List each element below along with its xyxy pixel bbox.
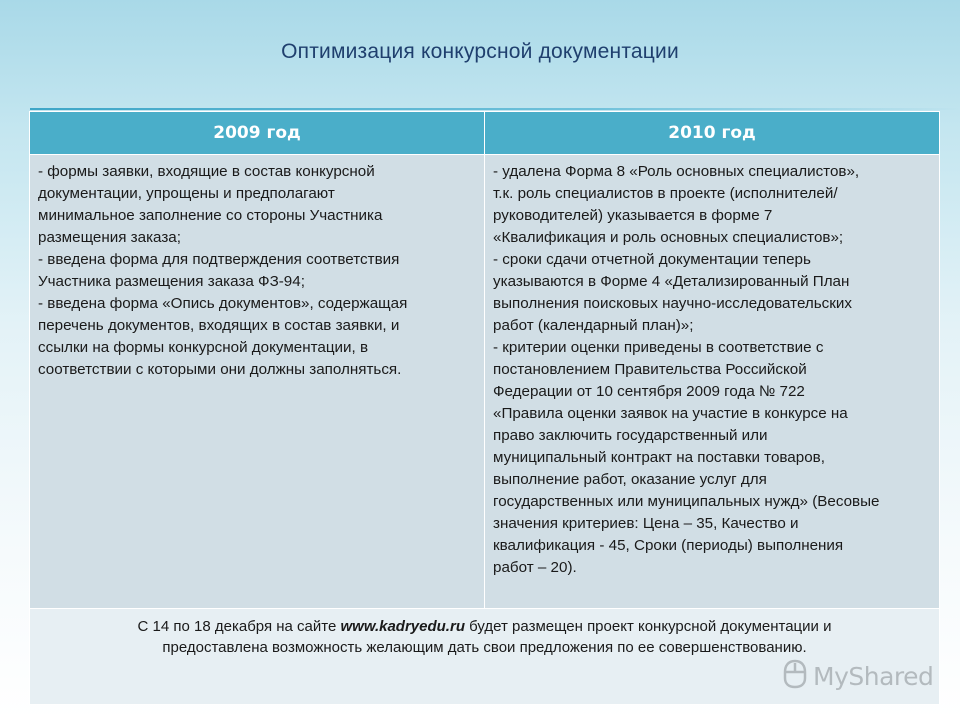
text-line: выполнения поисковых научно-исследовательских (493, 295, 852, 312)
text-line: «Квалификация и роль основных специалистов»; (493, 229, 844, 246)
header-2009: 2009 год (30, 112, 485, 155)
text-line: постановлением Правительства Российской (493, 361, 807, 378)
text-line: государственных или муниципальных нужд» (Весовые (493, 493, 880, 510)
text-line: значения критериев: Цена – 35, Качество и (493, 515, 799, 532)
text-line: ссылки на формы конкурсной документации, в (38, 339, 369, 356)
text-line: - сроки сдачи отчетной документации теперь (493, 251, 811, 268)
footer-prefix: С 14 по 18 декабря на сайте (137, 618, 341, 635)
text-line: Федерации от 10 сентября 2009 года № 722 (493, 383, 805, 400)
text-line: перечень документов, входящих в состав заявки, и (38, 317, 400, 334)
text-line: работ – 20). (493, 559, 577, 576)
title-divider (30, 108, 960, 110)
text-line: т.к. роль специалистов в проекте (исполнителей/ (493, 185, 838, 202)
text-line: размещения заказа; (38, 229, 181, 246)
text-line: выполнение работ, оказание услуг для (493, 471, 767, 488)
text-line: - удалена Форма 8 «Роль основных специалистов», (493, 163, 860, 180)
table-header-row (30, 112, 940, 155)
text-line: - формы заявки, входящие в состав конкурсной (38, 163, 375, 180)
site-link[interactable]: www.kadryedu.ru (340, 618, 465, 635)
text-line: - введена форма «Опись документов», содержащая (38, 295, 408, 312)
cell-2009 (30, 155, 485, 609)
cell-2010 (485, 155, 940, 609)
text-line: документации, упрощены и предполагают (38, 185, 335, 202)
text-line: Участника размещения заказа ФЗ-94; (38, 273, 305, 290)
footer-suffix: будет размещен проект конкурсной документации и (464, 618, 832, 635)
text-line: квалификация - 45, Сроки (периоды) выполнения (493, 537, 844, 554)
text-line: - критерии оценки приведены в соответствие с (493, 339, 824, 356)
text-line: - введена форма для подтверждения соответствия (38, 251, 400, 268)
header-2010: 2010 год (485, 112, 940, 155)
footer-line2: предоставлена возможность желающим дать свои предложения по ее совершенствованию. (162, 639, 807, 656)
comparison-table (29, 111, 940, 705)
text-line: руководителей) указывается в форме 7 (493, 207, 773, 224)
mouse-logo-icon (782, 659, 808, 694)
table-content-row (30, 155, 940, 609)
page-title: Оптимизация конкурсной документации (281, 40, 679, 63)
text-line: указываются в Форме 4 «Детализированный План (493, 273, 850, 290)
text-line: минимальное заполнение со стороны Участника (38, 207, 383, 224)
text-line: работ (календарный план)»; (493, 317, 694, 334)
text-line: «Правила оценки заявок на участие в конкурсе на (493, 405, 848, 422)
watermark-logo (782, 660, 932, 692)
text-line: право заключить государственный или (493, 427, 768, 444)
watermark-text: MyShared (813, 661, 934, 691)
text-line: муниципальный контракт на поставки товаров, (493, 449, 825, 466)
text-line: соответствии с которыми они должны заполняться. (38, 361, 402, 378)
